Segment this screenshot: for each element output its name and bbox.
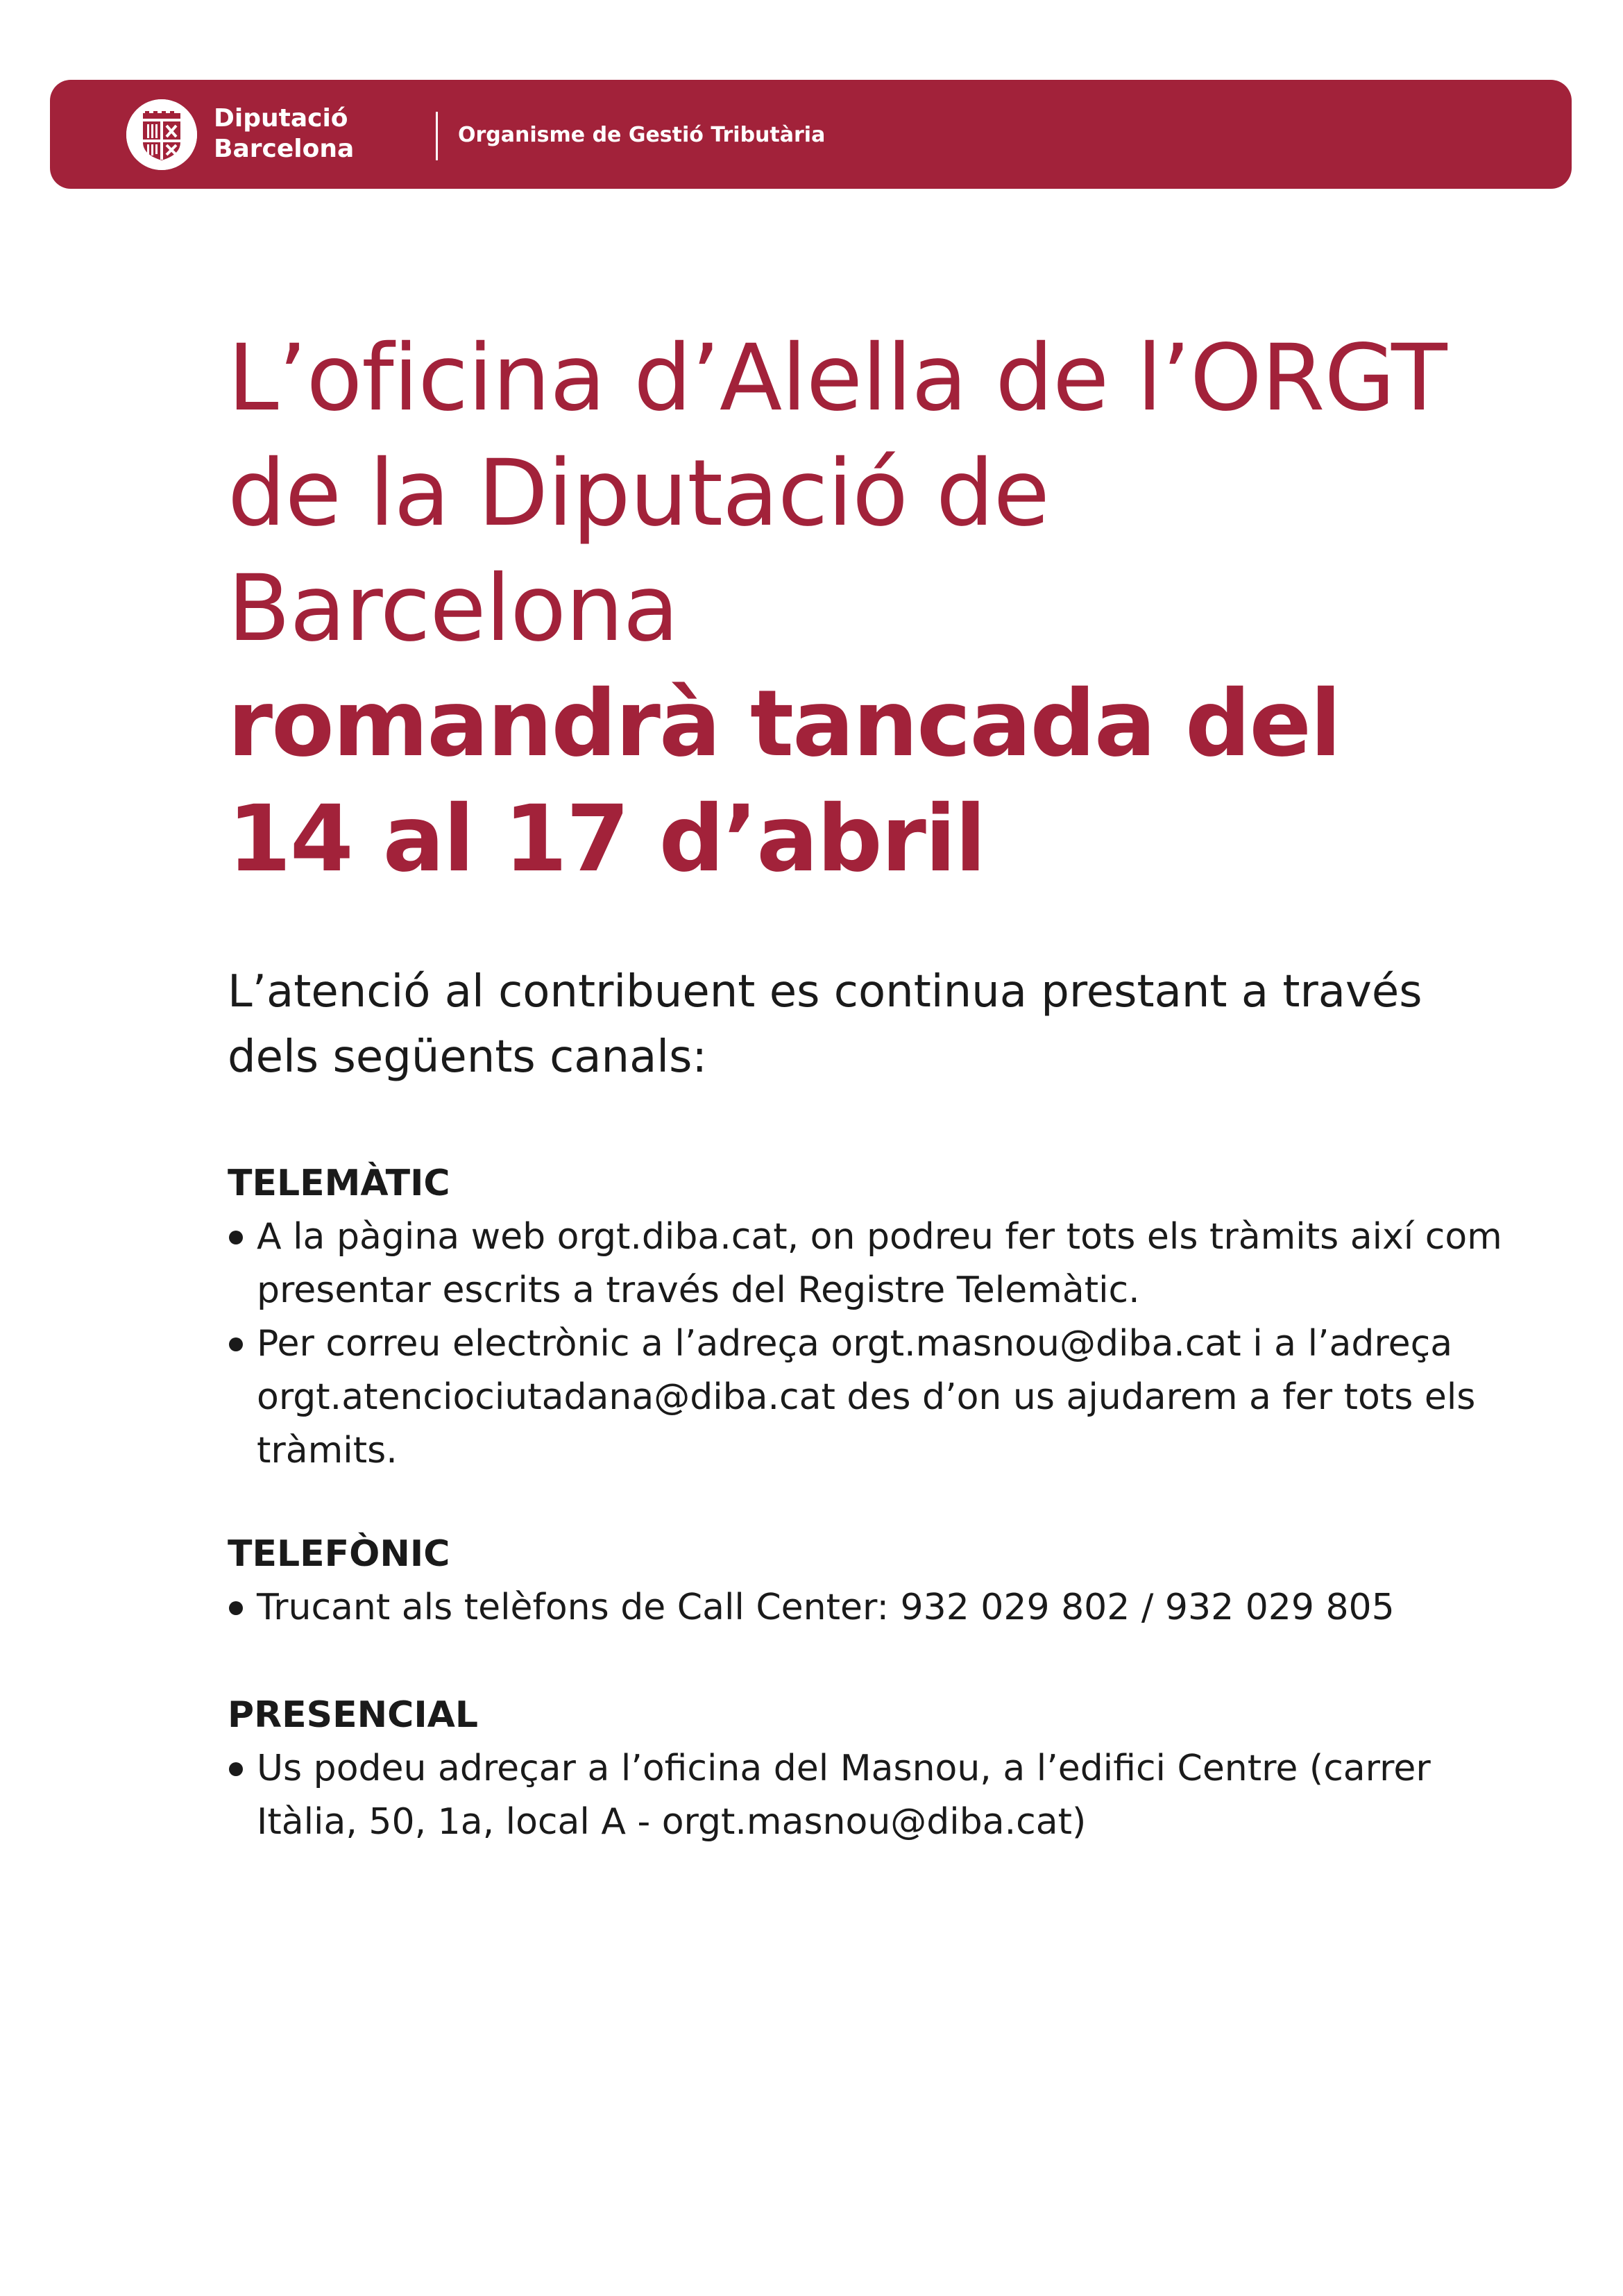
telefonic-list (228, 1581, 1532, 1635)
brand-wordmark (214, 103, 354, 164)
section-telefonic (228, 1527, 1532, 1635)
header-band (50, 80, 1572, 189)
headline (228, 321, 1546, 897)
section-telematic (228, 1156, 1532, 1478)
organization-name: Organisme de Gestió Tributària (458, 123, 826, 147)
logo-divider (436, 112, 438, 160)
brand-line-1: Diputació (214, 104, 348, 133)
intro-text: L’atenció al contribuent es continua prestant a través dels següents canals: (228, 966, 1422, 1083)
list-item: Trucant als telèfons de Call Center: 932 029 802 / 932 029 805 (228, 1581, 1532, 1635)
headline-line-3: Barcelona (228, 555, 679, 662)
telematic-list (228, 1210, 1532, 1478)
section-presencial (228, 1688, 1532, 1849)
section-title-presencial: PRESENCIAL (228, 1694, 479, 1736)
list-item: A la pàgina web orgt.diba.cat, on podreu fer tots els tràmits així com presentar escrits a través del Registre Telemàtic. (228, 1210, 1532, 1317)
list-item: Us podeu adreçar a l’oficina del Masnou, a l’edifici Centre (carrer Itàlia, 50, 1a, local A - orgt.masnou@diba.cat) (228, 1742, 1532, 1849)
presencial-list (228, 1742, 1532, 1849)
brand-line-2: Barcelona (214, 135, 355, 163)
headline-line-2: de la Diputació de (228, 440, 1049, 547)
diputacio-shield-icon (126, 99, 197, 170)
headline-closure-line-1: romandrà tancada del (228, 670, 1341, 777)
headline-closure-line-2: 14 al 17 d’abril (228, 786, 985, 893)
section-title-telematic: TELEMÀTIC (228, 1163, 450, 1204)
list-item: Per correu electrònic a l’adreça orgt.masnou@diba.cat i a l’adreça orgt.atenciociutadana@diba.cat des d’on us ajudarem a fer tots els tràmits. (228, 1317, 1532, 1478)
headline-line-1: L’oficina d’Alella de l’ORGT (228, 325, 1447, 432)
section-title-telefonic: TELEFÒNIC (228, 1533, 450, 1575)
